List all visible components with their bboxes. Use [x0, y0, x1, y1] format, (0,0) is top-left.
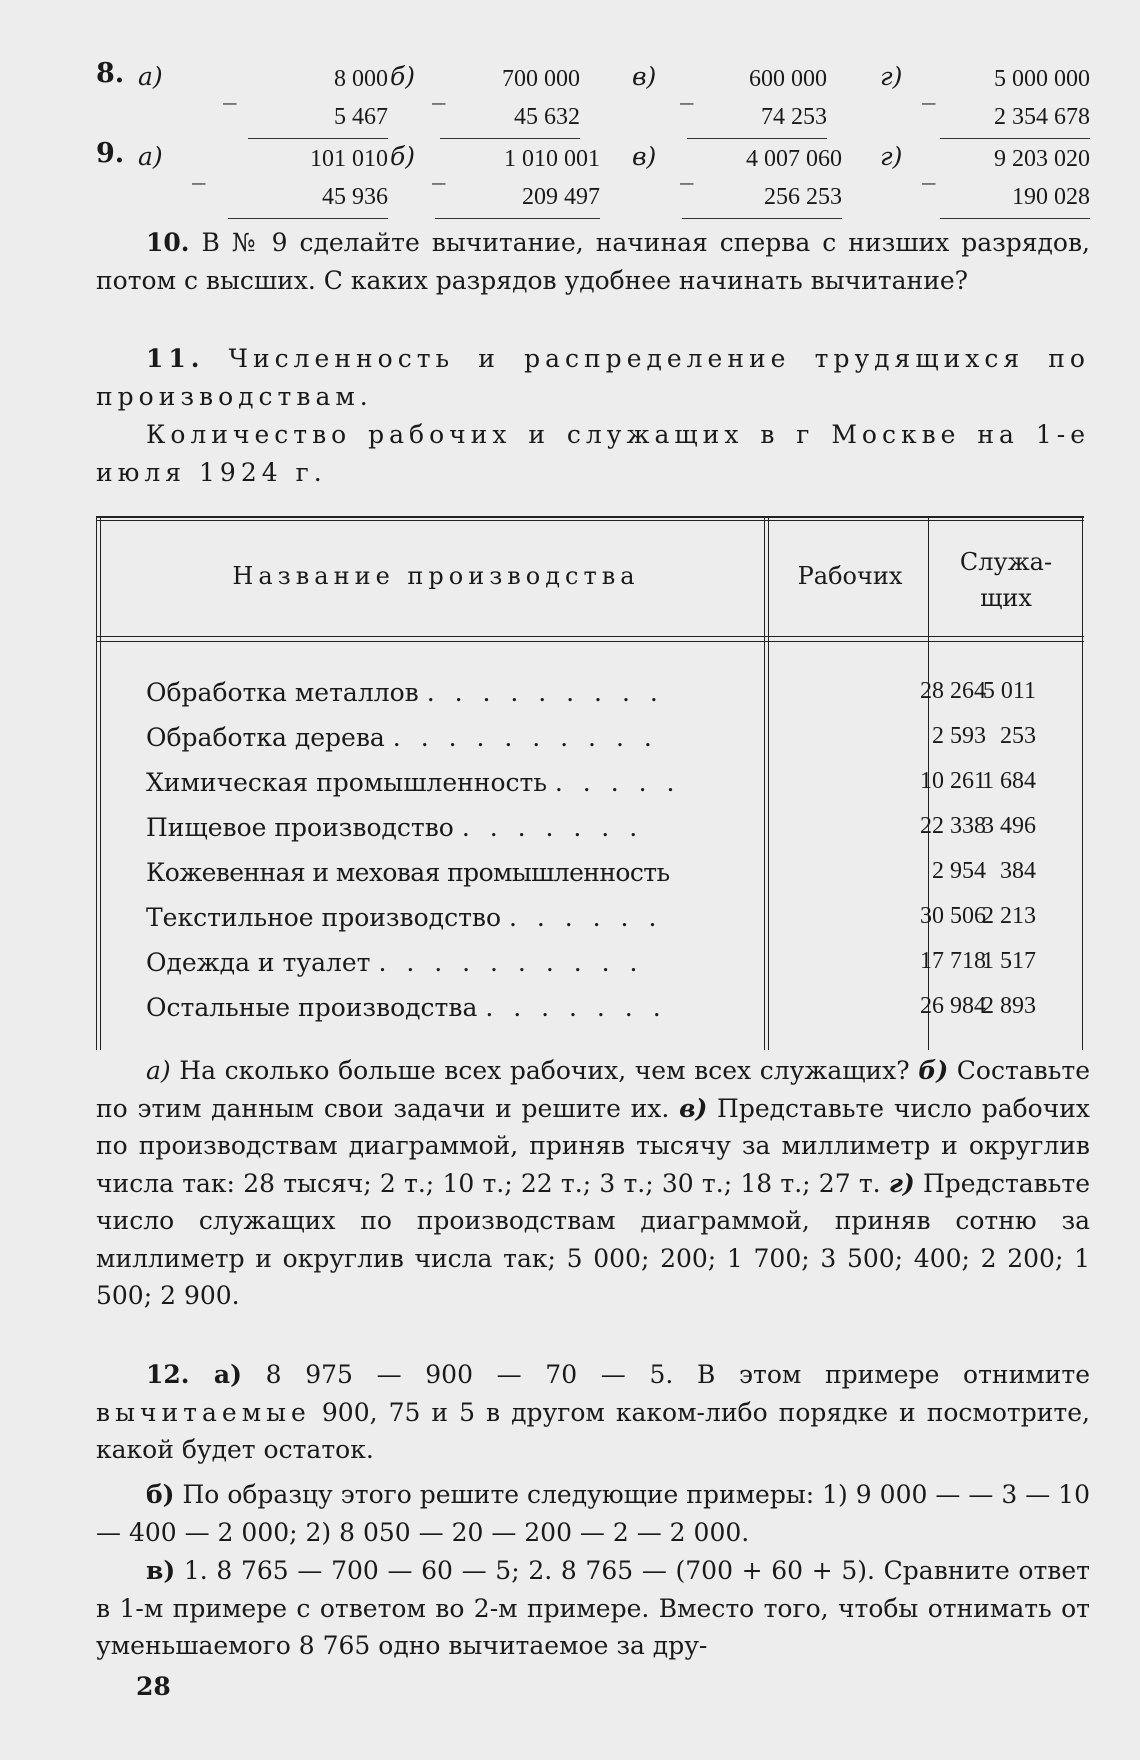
problem-label: в) — [632, 142, 657, 171]
table-row — [96, 903, 1084, 948]
task-text: 900, 75 и 5 в другом каком-либо порядке и посмотрите, какой будет остаток. — [96, 1397, 1090, 1464]
task-text: По образцу этого решите следующие примеры: 1) 9 000 — — 3 — 10 — 400 — 2 000; 2) 8 050 — 20 — 200 — 2 — 2 000. — [96, 1480, 1090, 1547]
table-caption — [96, 416, 1090, 491]
minus-sign: _ — [223, 74, 237, 105]
minus-sign: _ — [432, 74, 446, 105]
subtrahend: 256 253 — [682, 178, 842, 219]
task-12-v — [96, 1552, 1090, 1665]
row-employees: 3 496 — [982, 813, 1036, 839]
task-10 — [96, 224, 1090, 299]
column-numbers — [228, 140, 388, 219]
row-name: Одежда и туалет . . . . . . . . . . — [146, 948, 644, 977]
minuend: 9 203 020 — [994, 146, 1090, 172]
row-workers: 28 264 — [920, 678, 986, 704]
problem-label: а) — [138, 62, 163, 91]
problem-label: б) — [390, 62, 416, 91]
row-workers: 2 593 — [932, 723, 986, 749]
minus-sign: _ — [680, 154, 694, 185]
subtrahend: 45 632 — [440, 98, 580, 139]
header-name: Название производства — [232, 562, 640, 590]
row-name: Текстильное производство . . . . . . — [146, 903, 663, 932]
table-row — [96, 768, 1084, 813]
problem-label: г) — [880, 142, 903, 171]
minus-sign: _ — [432, 154, 446, 185]
row-name: Обработка дерева . . . . . . . . . . — [146, 723, 658, 752]
row-employees: 5 011 — [982, 678, 1036, 704]
question-text: Представьте число рабочих по производствам диаграммой, приняв тысячу за миллиметр и округлив числа так: 28 тысяч; 2 т.; 10 т.; 22 т.; 3 т.; 30 т.; 18 т.; 27 т. — [96, 1093, 1090, 1198]
minus-sign: _ — [680, 74, 694, 105]
table-row — [96, 858, 1084, 903]
table-row — [96, 993, 1084, 1038]
problem-label: в) — [632, 62, 657, 91]
row-name: Кожевенная и меховая промышленность — [146, 858, 670, 887]
task-number: 12. а) — [146, 1360, 242, 1389]
row-workers: 17 718 — [920, 948, 986, 974]
task-heading: Численность и распределение трудящихся по производствам. — [96, 344, 1090, 411]
minus-sign: _ — [922, 154, 936, 185]
problem-label: а) — [138, 142, 163, 171]
row-name: Пищевое производство . . . . . . . — [146, 813, 644, 842]
column-numbers — [940, 60, 1090, 139]
header-employees — [932, 544, 1080, 616]
subtrahend: 2 354 678 — [940, 98, 1090, 139]
row-employees: 253 — [1000, 723, 1036, 749]
workers-table — [96, 516, 1084, 1050]
column-numbers — [687, 60, 827, 139]
row-employees: 2 213 — [982, 903, 1036, 929]
task-text: В № 9 сделайте вычитание, начиная сперва с низших разрядов, потом с высших. С каких разрядов удобнее начинать вычитание? — [96, 228, 1090, 295]
task-text-spaced: вычитаемые — [96, 1397, 311, 1427]
row-name: Остальные производства . . . . . . . — [146, 993, 667, 1022]
subtrahend: 190 028 — [940, 178, 1090, 219]
row-name: Химическая промышленность . . . . . — [146, 768, 681, 797]
column-numbers — [435, 140, 600, 219]
subtrahend: 45 936 — [228, 178, 388, 219]
column-numbers — [440, 60, 580, 139]
subtrahend: 5 467 — [248, 98, 388, 139]
task-number: 10. — [146, 228, 190, 257]
header-employees-line1: Служа- — [959, 548, 1053, 576]
column-numbers — [248, 60, 388, 139]
problem-number: 8. — [96, 58, 125, 89]
row-employees: 1 517 — [982, 948, 1036, 974]
subtrahend: 74 253 — [687, 98, 827, 139]
minuend: 4 007 060 — [746, 146, 842, 172]
problem-number: 9. — [96, 138, 125, 169]
task-12-b — [96, 1476, 1090, 1551]
header-employees-line2: щих — [980, 584, 1032, 612]
question-label: г) — [888, 1168, 915, 1198]
minus-sign: _ — [192, 154, 206, 185]
question-text: Представьте число служащих по производствам диаграммой, приняв сотню за миллиметр и округлив числа так; 5 000; 200; 1 700; 3 500; 400; 2 200; 1 500; 2 900. — [96, 1168, 1090, 1310]
header-workers: Рабочих — [797, 562, 903, 590]
row-workers: 10 261 — [920, 768, 986, 794]
row-workers: 2 954 — [932, 858, 986, 884]
minuend: 101 010 — [310, 146, 388, 172]
minuend: 8 000 — [334, 66, 388, 92]
row-employees: 384 — [1000, 858, 1036, 884]
task-text: 8 975 — 900 — 70 — 5. В этом примере отнимите — [241, 1360, 1090, 1389]
page-number: 28 — [136, 1672, 171, 1701]
task-11-questions — [96, 1052, 1090, 1315]
table-row — [96, 678, 1084, 723]
question-text: Составьте по этим данным свои задачи и решите их. — [96, 1056, 1090, 1123]
table-row — [96, 948, 1084, 993]
question-label: в) — [679, 1093, 708, 1123]
task-label: в) — [146, 1556, 176, 1585]
row-employees: 1 684 — [982, 768, 1036, 794]
table-row — [96, 813, 1084, 858]
task-12-a — [96, 1356, 1090, 1469]
task-label: б) — [146, 1480, 175, 1509]
task-number: 11. — [146, 344, 205, 373]
task-11-heading — [96, 340, 1090, 415]
minuend: 5 000 000 — [994, 66, 1090, 92]
minus-sign: _ — [922, 74, 936, 105]
problem-label: б) — [390, 142, 416, 171]
row-workers: 22 338 — [920, 813, 986, 839]
row-workers: 26 984 — [920, 993, 986, 1019]
problem-label: г) — [880, 62, 903, 91]
table-caption-text: Количество рабочих и служащих в г Москве на 1-е июля 1924 г. — [96, 420, 1090, 487]
table-row — [96, 723, 1084, 768]
row-workers: 30 506 — [920, 903, 986, 929]
column-numbers — [682, 140, 842, 219]
minuend: 700 000 — [502, 66, 580, 92]
row-employees: 2 893 — [982, 993, 1036, 1019]
minuend: 1 010 001 — [504, 146, 600, 172]
subtrahend: 209 497 — [435, 178, 600, 219]
question-text: На сколько больше всех рабочих, чем всех служащих? — [170, 1056, 910, 1085]
question-label: а) — [146, 1056, 171, 1085]
question-label: б) — [918, 1056, 949, 1085]
task-text: 1. 8 765 — 700 — 60 — 5; 2. 8 765 — (700 + 60 + 5). Сравните ответ в 1-м примере с ответом во 2-м примере. Вместо того, чтобы отнимать от уменьшаемого 8 765 одно вычитаемое за дру- — [96, 1556, 1090, 1660]
minuend: 600 000 — [749, 66, 827, 92]
column-numbers — [940, 140, 1090, 219]
row-name: Обработка металлов . . . . . . . . . — [146, 678, 664, 707]
